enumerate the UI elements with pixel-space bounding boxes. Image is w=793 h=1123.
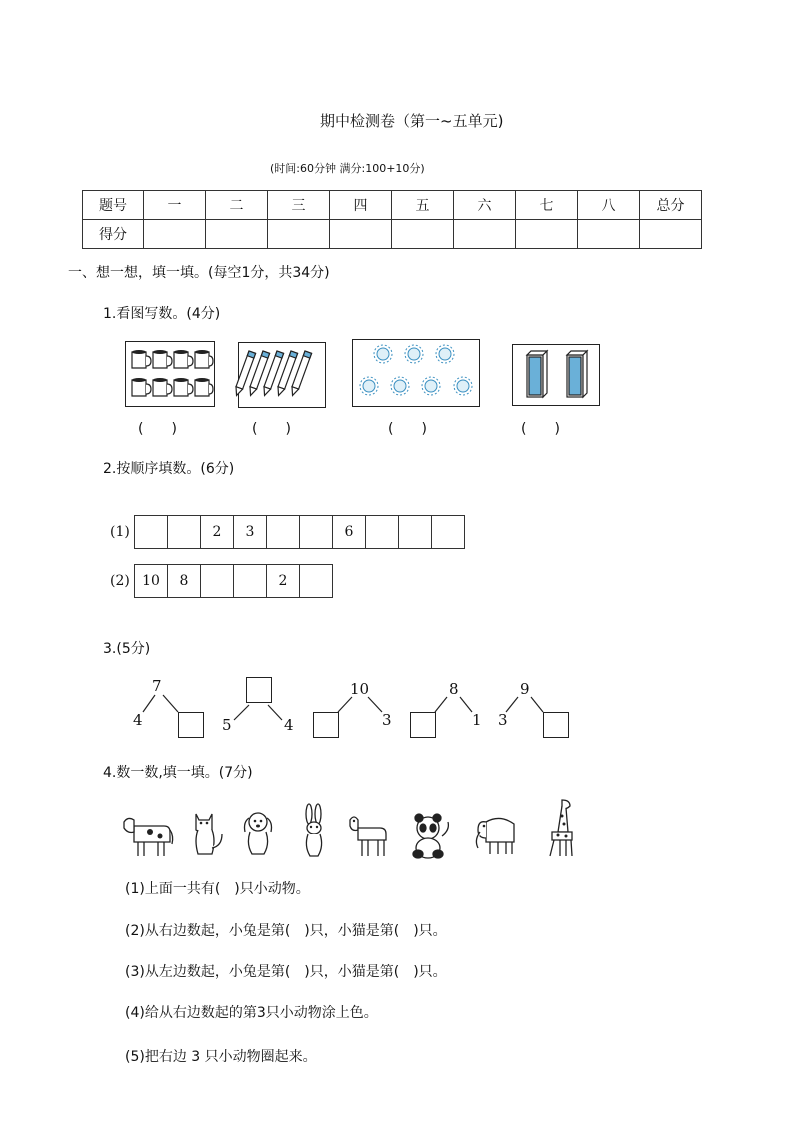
header-cell: 五 <box>392 191 454 220</box>
sequence-cell[interactable] <box>201 565 234 597</box>
score-cell[interactable] <box>454 220 516 249</box>
header-cell: 题号 <box>83 191 144 220</box>
cups-picture <box>125 341 215 407</box>
bond-5-top: 9 <box>520 680 530 698</box>
dog-icon <box>238 808 278 858</box>
exam-info: (时间:60分钟 满分:100+10分) <box>270 162 425 175</box>
number-sequence-row-2 <box>134 564 333 598</box>
pencil-icon <box>239 343 325 407</box>
q2-row2-label: (2) <box>110 573 130 589</box>
sequence-cell[interactable] <box>300 516 333 548</box>
q4-item-1: (1)上面一共有( )只小动物。 <box>125 881 310 897</box>
sequence-cell: 6 <box>333 516 366 548</box>
header-cell: 三 <box>268 191 330 220</box>
bond-2-top-answer-box[interactable] <box>246 677 272 703</box>
score-cell[interactable] <box>144 220 206 249</box>
q1-answer-blank-3[interactable]: ( ) <box>388 421 427 437</box>
sequence-cell[interactable] <box>399 516 432 548</box>
header-cell: 四 <box>330 191 392 220</box>
q1-answer-blank-4[interactable]: ( ) <box>521 421 560 437</box>
sequence-cell: 8 <box>168 565 201 597</box>
books-picture <box>512 344 600 406</box>
sequence-cell: 2 <box>201 516 234 548</box>
header-cell: 一 <box>144 191 206 220</box>
flowers-picture <box>352 339 480 407</box>
book-icon <box>513 345 599 405</box>
giraffe-icon <box>538 798 578 860</box>
bond-5-right-answer-box[interactable] <box>543 712 569 738</box>
bond-4-left-answer-box[interactable] <box>410 712 436 738</box>
bond-3-top: 10 <box>350 680 370 698</box>
header-cell: 八 <box>578 191 640 220</box>
q4-item-5: (5)把右边 3 只小动物圈起来。 <box>125 1049 317 1065</box>
q1-label: 1.看图写数。(4分) <box>103 306 221 322</box>
bond-1-right-answer-box[interactable] <box>178 712 204 738</box>
score-cell[interactable] <box>516 220 578 249</box>
bond-2-right: 4 <box>284 716 294 734</box>
cup-icon <box>126 342 214 406</box>
section-heading: 一、想一想，填一填。(每空1分，共34分) <box>68 265 330 281</box>
bond-1-left: 4 <box>133 711 143 729</box>
score-cell[interactable] <box>206 220 268 249</box>
q4-label: 4.数一数,填一填。(7分) <box>103 765 253 781</box>
elephant-icon <box>472 810 522 858</box>
q1-answer-blank-2[interactable]: ( ) <box>252 421 291 437</box>
q2-label: 2.按顺序填数。(6分) <box>103 461 235 477</box>
sequence-cell[interactable] <box>267 516 300 548</box>
pencils-picture <box>238 342 326 408</box>
bond-5-left: 3 <box>498 711 508 729</box>
panda-icon <box>408 812 452 860</box>
score-cell[interactable] <box>268 220 330 249</box>
cat-icon <box>188 808 226 858</box>
page-title: 期中检测卷（第一~五单元) <box>320 112 504 130</box>
rabbit-icon <box>298 804 330 860</box>
score-row-label: 得分 <box>83 220 144 249</box>
q1-answer-blank-1[interactable]: ( ) <box>138 421 177 437</box>
header-cell: 总分 <box>640 191 702 220</box>
q4-item-3: (3)从左边数起，小兔是第( )只，小猫是第( )只。 <box>125 964 447 980</box>
bond-3-right: 3 <box>382 711 392 729</box>
q3-label: 3.(5分) <box>103 641 151 657</box>
score-cell[interactable] <box>578 220 640 249</box>
sequence-cell: 2 <box>267 565 300 597</box>
header-cell: 二 <box>206 191 268 220</box>
bond-4-top: 8 <box>449 680 459 698</box>
score-table-score-row <box>83 220 702 249</box>
sequence-cell: 3 <box>234 516 267 548</box>
bond-1-top: 7 <box>152 677 162 695</box>
header-cell: 七 <box>516 191 578 220</box>
sequence-cell[interactable] <box>234 565 267 597</box>
q2-row1-label: (1) <box>110 524 130 540</box>
sequence-cell[interactable] <box>135 516 168 548</box>
goat-icon <box>346 812 392 860</box>
number-sequence-row-1 <box>134 515 465 549</box>
score-table <box>82 190 702 249</box>
score-cell[interactable] <box>330 220 392 249</box>
sequence-cell[interactable] <box>366 516 399 548</box>
sequence-cell: 10 <box>135 565 168 597</box>
flower-icon <box>353 340 479 406</box>
sequence-cell[interactable] <box>300 565 333 597</box>
bond-3-left-answer-box[interactable] <box>313 712 339 738</box>
score-cell[interactable] <box>392 220 454 249</box>
header-cell: 六 <box>454 191 516 220</box>
cow-icon <box>122 812 174 858</box>
q4-item-4: (4)给从右边数起的第3只小动物涂上色。 <box>125 1005 378 1021</box>
bond-4-right: 1 <box>472 711 482 729</box>
score-cell[interactable] <box>640 220 702 249</box>
sequence-cell[interactable] <box>432 516 465 548</box>
score-table-header-row <box>83 191 702 220</box>
q4-item-2: (2)从右边数起，小兔是第( )只，小猫是第( )只。 <box>125 923 447 939</box>
bond-2-left: 5 <box>222 716 232 734</box>
sequence-cell[interactable] <box>168 516 201 548</box>
